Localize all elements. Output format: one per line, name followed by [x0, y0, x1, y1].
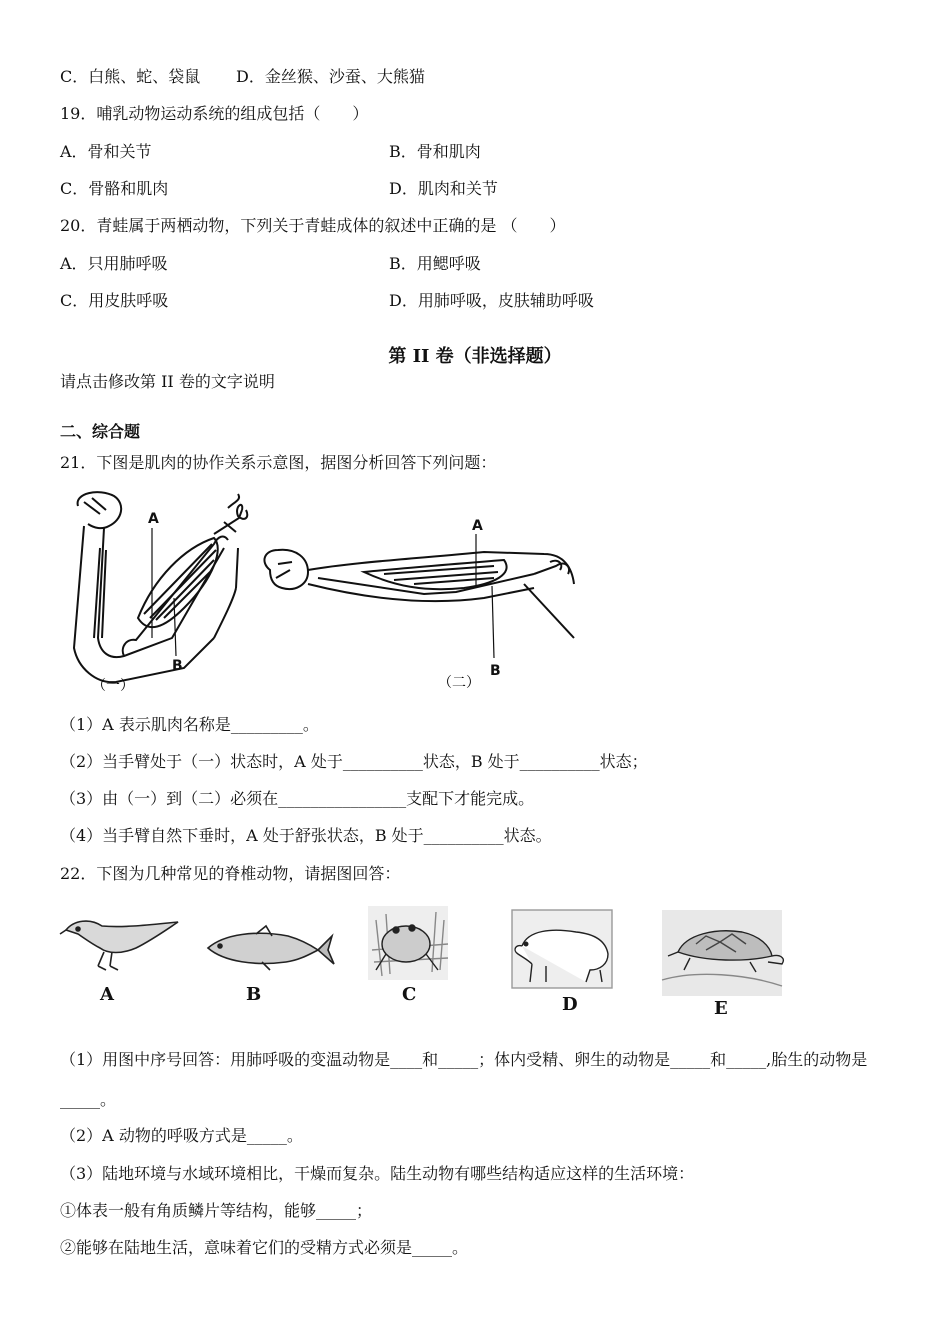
bird-image [60, 921, 178, 970]
muscle-diagram [64, 488, 594, 698]
q22-subquestion-2: （2）A 动物的呼吸方式是_____。 [60, 1126, 303, 1145]
caption-fig-1: （一） [92, 678, 134, 694]
q21-subquestion-3: （3）由（一）到（二）必须在________________支配下才能完成。 [60, 789, 535, 808]
q19-option-a: A．骨和关节 [60, 142, 152, 161]
bent-arm-illustration [74, 492, 247, 682]
q19-stem: 19．哺乳动物运动系统的组成包括（ ） [60, 104, 369, 123]
section-note: 请点击修改第 II 卷的文字说明 [60, 372, 275, 391]
animal-label-a: A [100, 984, 114, 1005]
q21-subquestion-1: （1）A 表示肌肉名称是_________。 [60, 715, 319, 734]
vertebrates-figure [56, 900, 796, 1020]
turtle-image [662, 910, 783, 996]
q20-stem: 20．青蛙属于两栖动物，下列关于青蛙成体的叙述中正确的是 （ ） [60, 216, 566, 235]
q22-subquestion-3-2: ②能够在陆地生活，意味着它们的受精方式必须是_____。 [60, 1238, 469, 1257]
label-a-1: A [148, 511, 159, 527]
q21-subquestion-4: （4）当手臂自然下垂时，A 处于舒张状态，B 处于__________状态。 [60, 826, 552, 845]
q18-option-d: D．金丝猴、沙蚕、大熊猫 [236, 67, 425, 86]
animal-label-b: B [246, 984, 262, 1005]
q19-option-b: B．骨和肌肉 [389, 142, 481, 161]
q21-stem: 21．下图是肌肉的协作关系示意图，据图分析回答下列问题： [60, 453, 497, 472]
q20-option-b: B．用鳃呼吸 [389, 254, 481, 273]
q20-option-c: C．用皮肤呼吸 [60, 291, 169, 310]
label-b-1: B [172, 658, 183, 674]
q20-option-a: A．只用肺呼吸 [60, 254, 168, 273]
extended-arm-illustration [264, 550, 574, 638]
section-title: 第 II 卷（非选择题） [388, 346, 562, 367]
q19-option-d: D．肌肉和关节 [389, 179, 498, 198]
bear-image [512, 910, 612, 988]
q18-option-c: C．白熊、蛇、袋鼠 [60, 67, 201, 86]
label-a-2: A [472, 518, 483, 534]
animal-label-c: C [402, 984, 417, 1005]
label-b-2: B [490, 663, 501, 679]
q22-subquestion-1-line-1: （1）用图中序号回答：用肺呼吸的变温动物是____和_____；体内受精、卵生的动物是_____和_____,胎生的动物是 [60, 1050, 868, 1069]
frog-image [368, 906, 448, 980]
q22-subquestion-3: （3）陆地环境与水域环境相比，干燥而复杂。陆生动物有哪些结构适应这样的生活环境： [60, 1164, 695, 1183]
q22-stem: 22．下图为几种常见的脊椎动物，请据图回答： [60, 864, 401, 883]
section-heading: 二、综合题 [60, 422, 141, 441]
caption-fig-2: （二） [438, 675, 480, 691]
fish-image [208, 926, 334, 970]
q22-subquestion-1-line-2: _____。 [60, 1090, 117, 1109]
q19-option-c: C．骨骼和肌肉 [60, 179, 169, 198]
q21-subquestion-2: （2）当手臂处于（一）状态时，A 处于__________状态，B 处于__________状态； [60, 752, 648, 771]
animal-label-e: E [714, 998, 728, 1019]
q22-subquestion-3-1: ①体表一般有角质鳞片等结构，能够_____； [60, 1201, 373, 1220]
animal-label-d: D [562, 994, 578, 1015]
q20-option-d: D．用肺呼吸，皮肤辅助呼吸 [389, 291, 594, 310]
